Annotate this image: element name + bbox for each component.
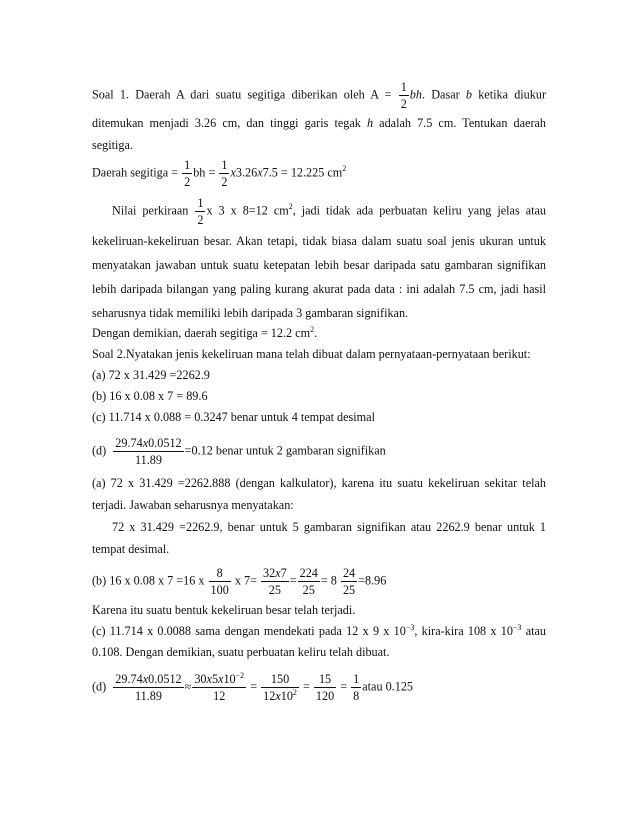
soal1-area-calculation: Daerah segitiga = $\frac{1}{2}$ bh = $\frac{1}{2}$ x3.26x7.5 = 12.225 $cm^2$	[92, 158, 347, 189]
answer-a-line2: terjadi. Jawaban seharusnya menyatakan:	[92, 498, 294, 512]
soal1-para-line1: kekeliruan-kekeliruan besar. Akan tetapi, tidak biasa dalam suatu soal jenis ukuran untuk	[92, 234, 546, 248]
soal1-line2: ditemukan menjadi 3.26 cm, dan tinggi garis tegak h adalah 7.5 cm. Tentukan daerah	[92, 116, 547, 130]
answer-d: (d) $\frac{29.74x0.0512}{11.89}$ ≈ $\frac{30x5x10^{-2}}{12}$ = $\frac{150}{12x10^2}$ = $\frac{15}{120}$ = $\frac{1}{8}$ atau 0.125	[92, 670, 414, 703]
answer-c-line1: (c) 11.714 x 0.0088 sama dengan mendekati pada 12 x 9 x $10^{-3}$, kira-kira 108 x $10^{-3}$ atau	[92, 622, 546, 638]
soal2-intro: Soal 2.Nyatakan jenis kekeliruan mana telah dibuat dalam pernyataan-pernyataan berikut:	[92, 347, 531, 361]
fraction-half: $\frac{1}{2}$	[400, 80, 407, 111]
soal1-line3: segitiga.	[92, 138, 133, 152]
soal2-item-c: (c) 11.714 x 0.088 = 0.3247 benar untuk 4 tempat desimal	[92, 410, 375, 424]
soal2-item-a: (a) 72 x 31.429 =2262.9	[92, 368, 210, 382]
answer-c-line2: 0.108. Dengan demikian, suatu perbuatan keliru telah dibuat.	[92, 645, 390, 659]
soal1-estimate: Nilai perkiraan $\frac{1}{2}$ x 3 x 8=12 $cm^2$, jadi tidak ada perbuatan keliru yang jelas atau	[112, 196, 546, 227]
soal1-para-line2: menyatakan jawaban untuk suatu ketepatan lebih besar daripada satu gambaran signifikan	[92, 258, 546, 272]
soal1-para-line4: seharusnya tidak memiliki lebih daripada 3 gambaran signifikan.	[92, 306, 409, 320]
soal2-item-b: (b) 16 x 0.08 x 7 = 89.6	[92, 389, 208, 403]
answer-a-line3: 72 x 31.429 =2262.9, benar untuk 5 gambaran signifikan atau 2262.9 benar untuk 1	[112, 520, 546, 534]
answer-a-line1: (a) 72 x 31.429 =2262.888 (dengan kalkulator), karena itu suatu kekeliruan sekitar telah	[92, 476, 546, 490]
answer-a-line4: tempat desimal.	[92, 542, 170, 556]
soal1-line1: Soal 1. Daerah A dari suatu segitiga diberikan oleh A = $\frac{1}{2}$ bh. Dasar b ketika diukur	[92, 80, 547, 111]
answer-b: (b) 16 x 0.08 x 7 =16 x $\frac{8}{100}$ x 7= $\frac{32x7}{25}$ = $\frac{224}{25}$ = 8 $\frac{24}{25}$ =8.96	[92, 566, 387, 597]
soal1-para-line3: lebih daripada bilangan yang paling kurang akurat pada data : ini adalah 7.5 cm, jadi hasil	[92, 282, 546, 296]
answer-b-line2: Karena itu suatu bentuk kekeliruan besar telah terjadi.	[92, 603, 356, 617]
soal1-conclusion: Dengan demikian, daerah segitiga = 12.2 $cm^2$.	[92, 324, 318, 340]
soal2-item-d: (d) $\frac{29.74x0.0512}{11.89}$ =0.12 benar untuk 2 gambaran signifikan	[92, 436, 386, 467]
